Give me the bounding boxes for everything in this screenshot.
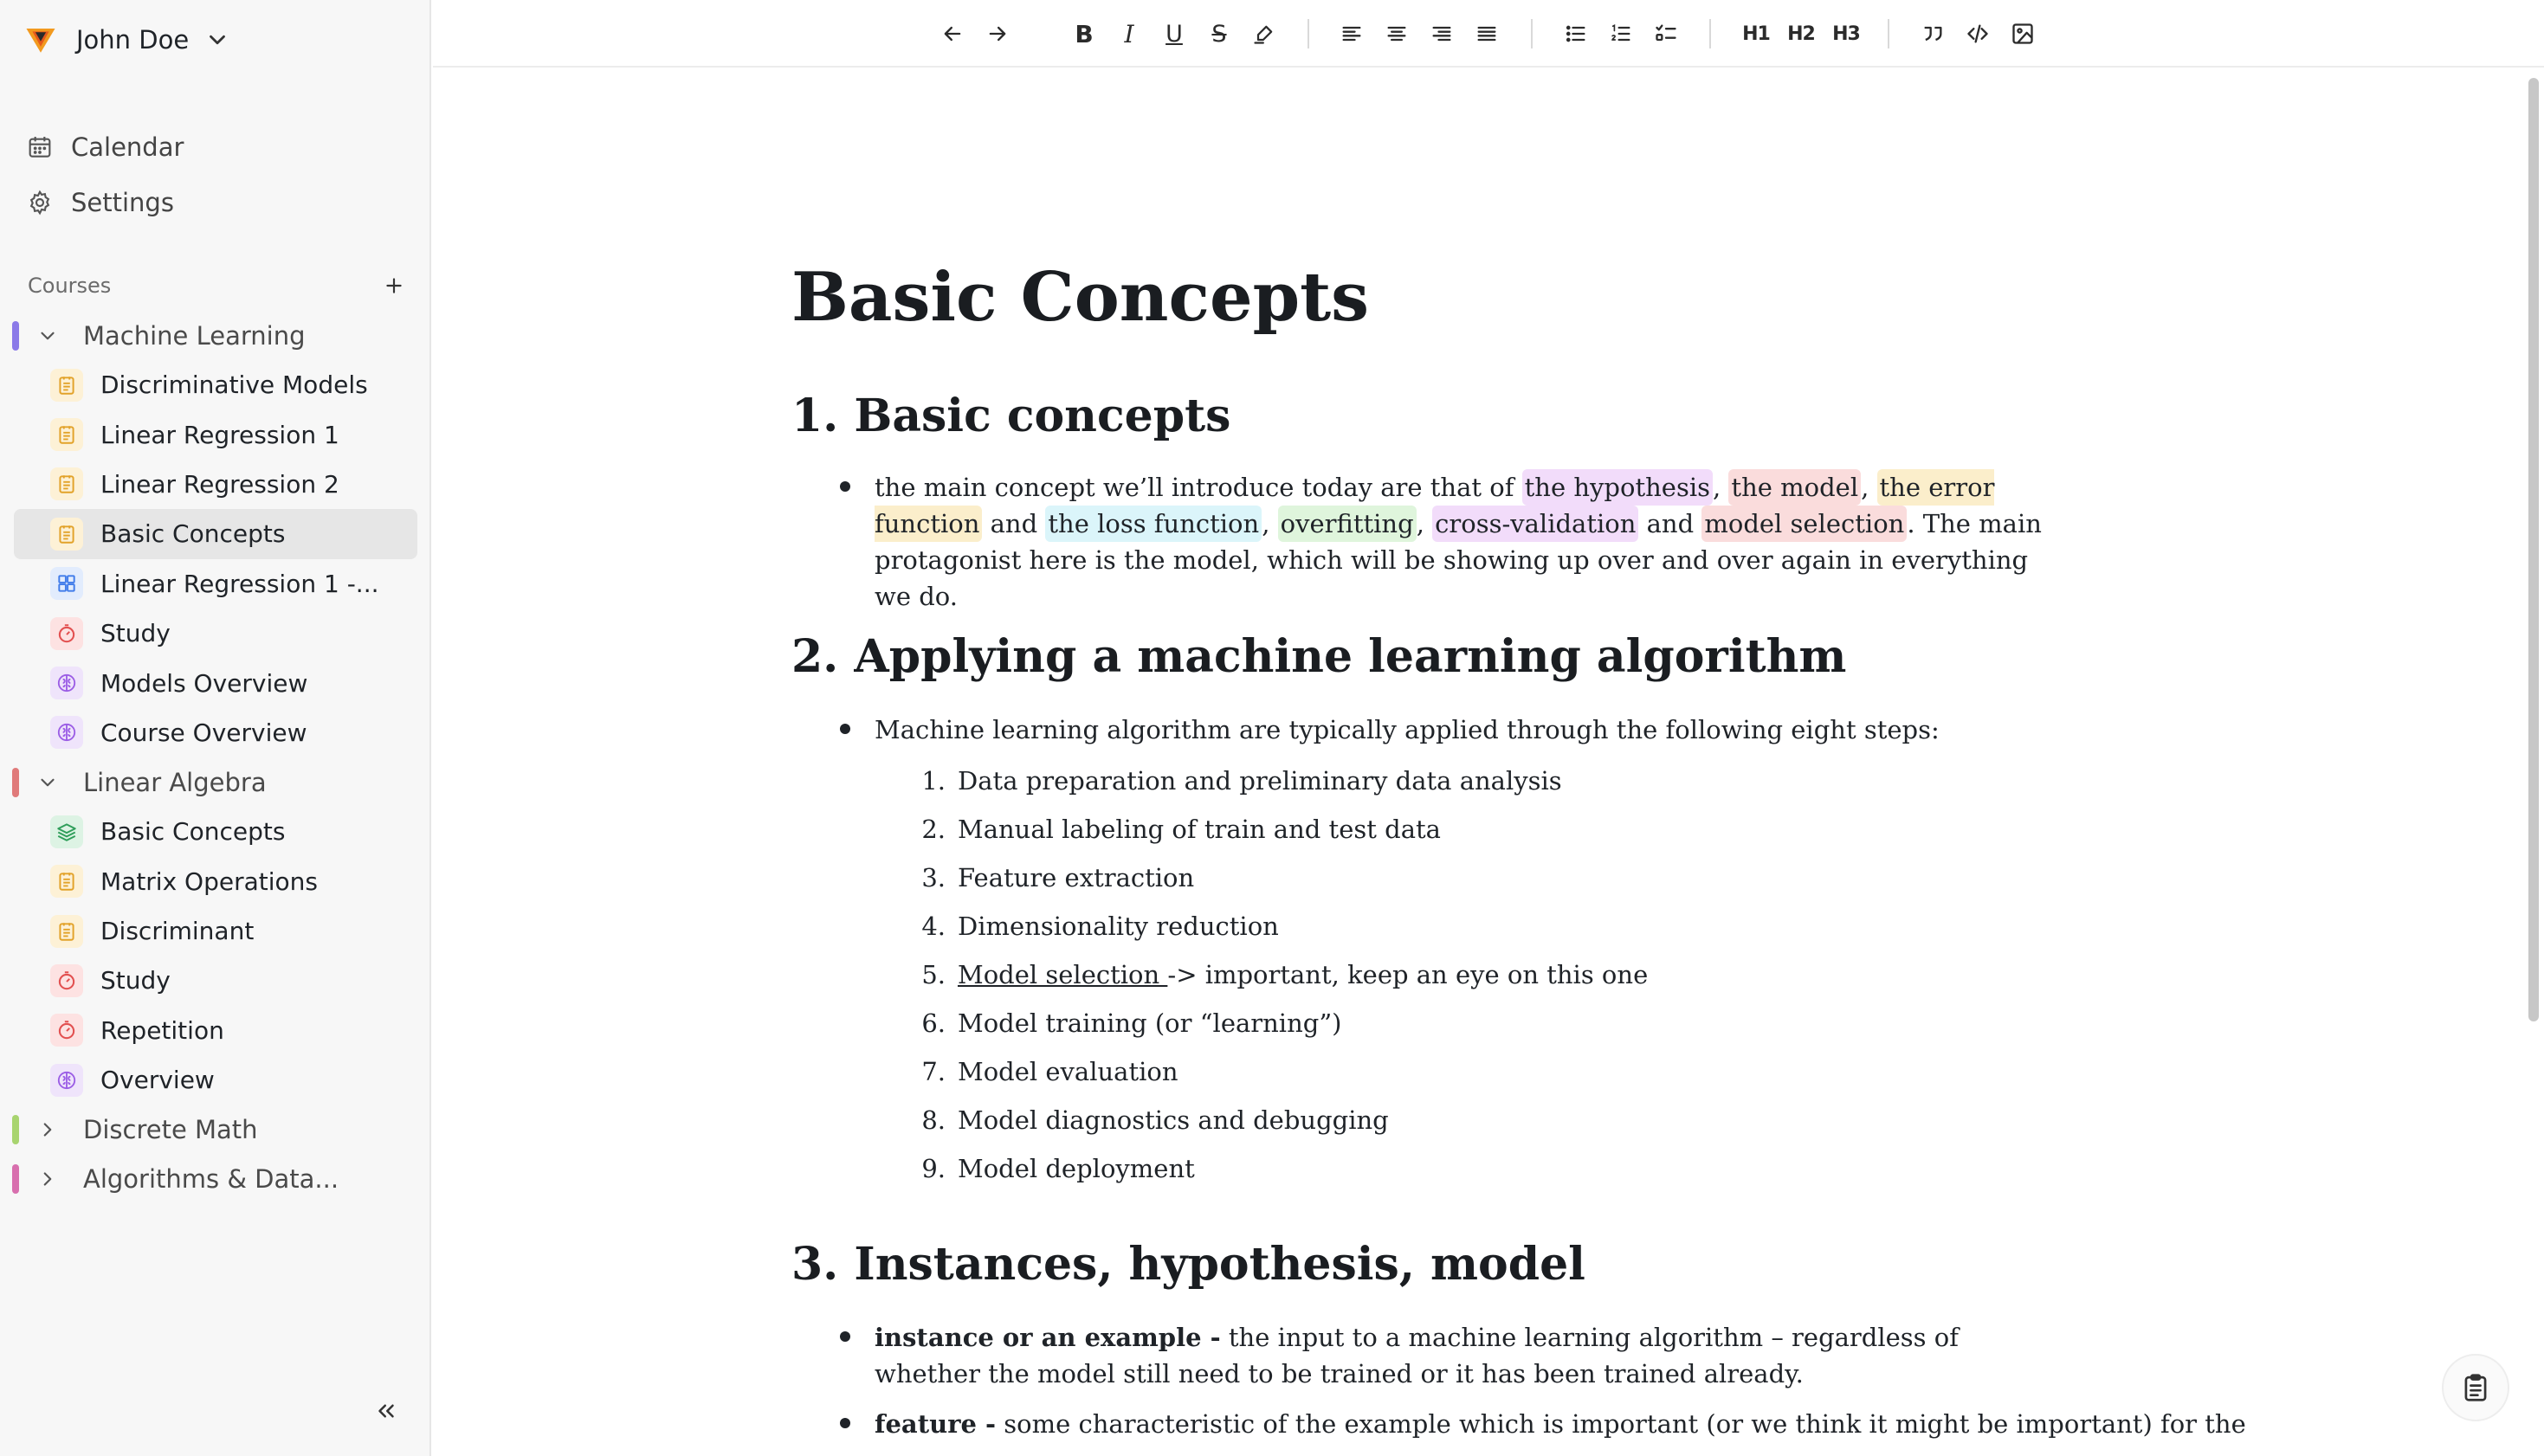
step-text: Model evaluation — [958, 1057, 1178, 1086]
step-note: -> important, keep an eye on this one — [1167, 960, 1649, 989]
paragraph-steps-intro: Machine learning algorithm are typically applied through the following eight steps: — [875, 715, 1940, 744]
chevron-down-icon — [204, 27, 230, 53]
chevron-right-icon[interactable] — [36, 1118, 59, 1141]
toolbar-divider — [1709, 19, 1711, 48]
brain-icon — [50, 716, 83, 749]
courses-header — [28, 268, 409, 303]
nav-settings[interactable] — [26, 180, 174, 225]
code-button[interactable] — [1960, 16, 1995, 51]
note-icon — [50, 915, 83, 948]
page-study[interactable] — [14, 609, 417, 658]
highlight-button[interactable] — [1247, 16, 1282, 51]
list-item: 8. Model diagnostics and debugging — [921, 1105, 1389, 1135]
page-label: Models Overview — [100, 668, 308, 698]
heading-basic-concepts: 1. Basic concepts — [791, 390, 1231, 442]
page-overview[interactable] — [14, 1055, 417, 1105]
note-icon — [50, 518, 83, 551]
list-item: 6. Model training (or “learning”) — [921, 1008, 1342, 1038]
page-matrix-operations[interactable] — [14, 857, 417, 906]
checklist-icon — [1654, 22, 1678, 46]
heading-3-button[interactable]: H3 — [1832, 23, 1860, 45]
brain-icon — [50, 1064, 83, 1097]
model-selection-link[interactable]: Model selection — [958, 960, 1168, 989]
format-group — [1067, 16, 1282, 52]
arrow-right-icon — [985, 22, 1010, 46]
highlight-model: the model — [1728, 469, 1861, 506]
image-button[interactable] — [2005, 16, 2040, 51]
strikethrough-button[interactable]: S — [1211, 20, 1227, 48]
page-models-overview[interactable] — [14, 658, 417, 707]
course-machine-learning[interactable] — [0, 311, 431, 360]
calendar-icon — [26, 133, 54, 161]
course-linear-algebra[interactable] — [0, 757, 431, 807]
list-item: 7. Model evaluation — [921, 1057, 1178, 1086]
user-menu[interactable] — [21, 16, 230, 64]
collapse-sidebar-button[interactable] — [369, 1394, 404, 1428]
page-discriminative-models[interactable] — [14, 360, 417, 409]
bullet-list-button[interactable] — [1559, 16, 1593, 51]
arrow-left-icon — [940, 22, 965, 46]
heading-applying-ml: 2. Applying a machine learning algorithm — [791, 630, 1847, 683]
nav-calendar-label: Calendar — [71, 132, 184, 162]
task-list-button[interactable] — [1649, 16, 1683, 51]
justify-button[interactable] — [1469, 16, 1504, 51]
bullet-list-icon — [1564, 22, 1588, 46]
insert-group — [1915, 16, 2040, 52]
text: and — [982, 509, 1046, 538]
redo-button[interactable] — [980, 16, 1015, 51]
note-icon — [50, 369, 83, 402]
grid-icon — [50, 567, 83, 600]
list-item: 1. Data preparation and preliminary data analysis — [921, 766, 1562, 796]
chevron-down-icon[interactable] — [36, 771, 59, 794]
course-label: Machine Learning — [83, 320, 306, 351]
step-text: Feature extraction — [958, 863, 1195, 892]
highlighter-icon — [1252, 22, 1276, 46]
page-label: Discriminative Models — [100, 370, 368, 400]
course-algorithms[interactable] — [0, 1154, 431, 1203]
step-text: Model training (or “learning”) — [958, 1008, 1342, 1038]
heading-instances: 3. Instances, hypothesis, model — [791, 1238, 1585, 1291]
page-label: Study — [100, 966, 171, 995]
clipboard-icon — [2459, 1371, 2492, 1404]
course-discrete-math[interactable] — [0, 1105, 431, 1154]
bullet-marker — [840, 1331, 850, 1342]
plus-icon — [383, 274, 405, 297]
page-label: Basic Concepts — [100, 519, 286, 549]
text: some characteristic of the example which is important (or we think it might be important) for the — [996, 1409, 2246, 1439]
list-item: 9. Model deployment — [921, 1154, 1195, 1183]
step-text: Model diagnostics and debugging — [958, 1105, 1389, 1135]
list-group — [1559, 16, 1683, 52]
align-center-icon — [1385, 22, 1409, 46]
layers-icon — [50, 815, 83, 848]
page-label: Course Overview — [100, 718, 307, 747]
chevron-right-icon[interactable] — [36, 1168, 59, 1190]
page-repetition[interactable] — [14, 1006, 417, 1055]
quote-button[interactable] — [1915, 16, 1950, 51]
course-color-bar — [12, 321, 19, 351]
text: , — [1712, 473, 1729, 502]
double-chevron-left-icon — [373, 1398, 399, 1424]
text: and — [1638, 509, 1702, 538]
paragraph-feature — [875, 1406, 2246, 1442]
gear-icon — [26, 189, 54, 216]
page-course-overview[interactable] — [14, 708, 417, 757]
page-label: Basic Concepts — [100, 817, 286, 847]
nav-calendar[interactable] — [26, 125, 184, 170]
step-text: Manual labeling of train and test data — [958, 815, 1441, 844]
sidebar — [0, 0, 431, 1456]
note-icon — [50, 865, 83, 898]
text: , — [1861, 473, 1877, 502]
term-feature: feature - — [875, 1409, 997, 1439]
page-label: Linear Regression 1 — [100, 420, 339, 449]
courses-label: Courses — [28, 274, 112, 298]
bullet-marker — [840, 481, 850, 492]
clipboard-button[interactable] — [2442, 1354, 2509, 1421]
page-linear-regression-1-board[interactable] — [14, 559, 417, 609]
add-course-button[interactable] — [379, 271, 409, 300]
note-icon — [50, 467, 83, 500]
list-item: 2. Manual labeling of train and test data — [921, 815, 1441, 844]
align-center-button[interactable] — [1379, 16, 1414, 51]
align-right-button[interactable] — [1424, 16, 1459, 51]
italic-button[interactable]: I — [1124, 19, 1134, 48]
code-icon — [1966, 22, 1990, 46]
list-item: 3. Feature extraction — [921, 863, 1195, 892]
page-basic-concepts-active[interactable] — [14, 509, 417, 558]
step-text: Dimensionality reduction — [958, 912, 1279, 941]
align-left-button[interactable] — [1334, 16, 1369, 51]
course-color-bar — [12, 1164, 19, 1194]
course-tree — [0, 311, 431, 1203]
page-label: Overview — [100, 1066, 215, 1095]
list-item: 4. Dimensionality reduction — [921, 912, 1279, 941]
chevron-down-icon[interactable] — [36, 325, 59, 347]
course-label: Linear Algebra — [83, 767, 267, 797]
page-la-basic-concepts[interactable] — [14, 807, 417, 856]
highlight-model-selection: model selection — [1701, 506, 1907, 542]
highlight-error-function: the error function — [875, 469, 1994, 542]
text: , — [1262, 509, 1278, 538]
bold-button[interactable]: B — [1075, 19, 1094, 48]
bullet-marker — [840, 724, 850, 734]
paragraph-basic-concepts — [875, 469, 2069, 615]
page-linear-regression-1[interactable] — [14, 409, 417, 459]
step-text: Model deployment — [958, 1154, 1195, 1183]
user-name: John Doe — [76, 25, 190, 55]
page-label: Repetition — [100, 1015, 224, 1045]
underline-button[interactable]: U — [1165, 20, 1183, 48]
page-label: Discriminant — [100, 917, 255, 946]
page-linear-regression-2[interactable] — [14, 460, 417, 509]
toolbar-divider — [1888, 19, 1889, 48]
text: . The main protagonist here is the model, which will be showing up over and over again in everything we do. — [875, 509, 2042, 611]
quote-icon — [1921, 22, 1945, 46]
step-text: Data preparation and preliminary data analysis — [958, 766, 1562, 796]
course-label: Discrete Math — [83, 1114, 258, 1144]
toolbar-divider — [1308, 19, 1309, 48]
highlight-hypothesis: the hypothesis — [1522, 469, 1713, 506]
page-la-study[interactable] — [14, 956, 417, 1005]
highlight-loss-function: the loss function — [1045, 506, 1262, 542]
page-label: Study — [100, 619, 171, 648]
highlight-overfitting: overfitting — [1278, 506, 1417, 542]
text: the main concept we’ll introduce today are that of — [875, 473, 1522, 502]
page-discriminant[interactable] — [14, 906, 417, 956]
list-item: 5. Model selection -> important, keep an eye on this one — [921, 960, 1649, 989]
page-label: Matrix Operations — [100, 867, 318, 896]
heading-group — [1739, 16, 1863, 52]
toolbar-divider — [1531, 19, 1533, 48]
heading-1-button[interactable]: H1 — [1742, 23, 1770, 45]
note-icon — [50, 418, 83, 451]
ordered-list-icon — [1609, 22, 1633, 46]
text: , — [1416, 509, 1433, 538]
align-right-icon — [1430, 22, 1454, 46]
align-left-icon — [1340, 22, 1364, 46]
paragraph-instance — [875, 1319, 2069, 1392]
brain-icon — [50, 667, 83, 699]
align-group — [1334, 16, 1504, 52]
timer-icon — [50, 964, 83, 997]
course-color-bar — [12, 1115, 19, 1144]
app-logo-icon — [21, 20, 61, 60]
course-label: Algorithms & Data... — [83, 1163, 339, 1194]
highlight-cross-validation: cross-validation — [1432, 506, 1638, 542]
scrollbar-thumb[interactable] — [2528, 78, 2539, 1021]
ordered-list-button[interactable] — [1604, 16, 1638, 51]
timer-icon — [50, 617, 83, 650]
undo-button[interactable] — [935, 16, 970, 51]
bullet-marker — [840, 1418, 850, 1428]
align-justify-icon — [1475, 22, 1499, 46]
text: the input to a machine learning algorithm – regardless of whether the model still need to be trained or it has been trained already. — [875, 1323, 1959, 1388]
nav-settings-label: Settings — [71, 188, 174, 217]
page-label: Linear Regression 1 -... — [100, 569, 379, 598]
editor-toolbar — [433, 0, 2544, 68]
page-label: Linear Regression 2 — [100, 469, 339, 499]
page-title: Basic Concepts — [791, 258, 1370, 337]
history-group — [935, 16, 1015, 52]
term-instance: instance or an example - — [875, 1323, 1221, 1352]
image-icon — [2011, 22, 2035, 46]
heading-2-button[interactable]: H2 — [1787, 23, 1815, 45]
editor-area[interactable] — [433, 69, 2520, 1456]
course-color-bar — [12, 768, 19, 797]
timer-icon — [50, 1014, 83, 1047]
